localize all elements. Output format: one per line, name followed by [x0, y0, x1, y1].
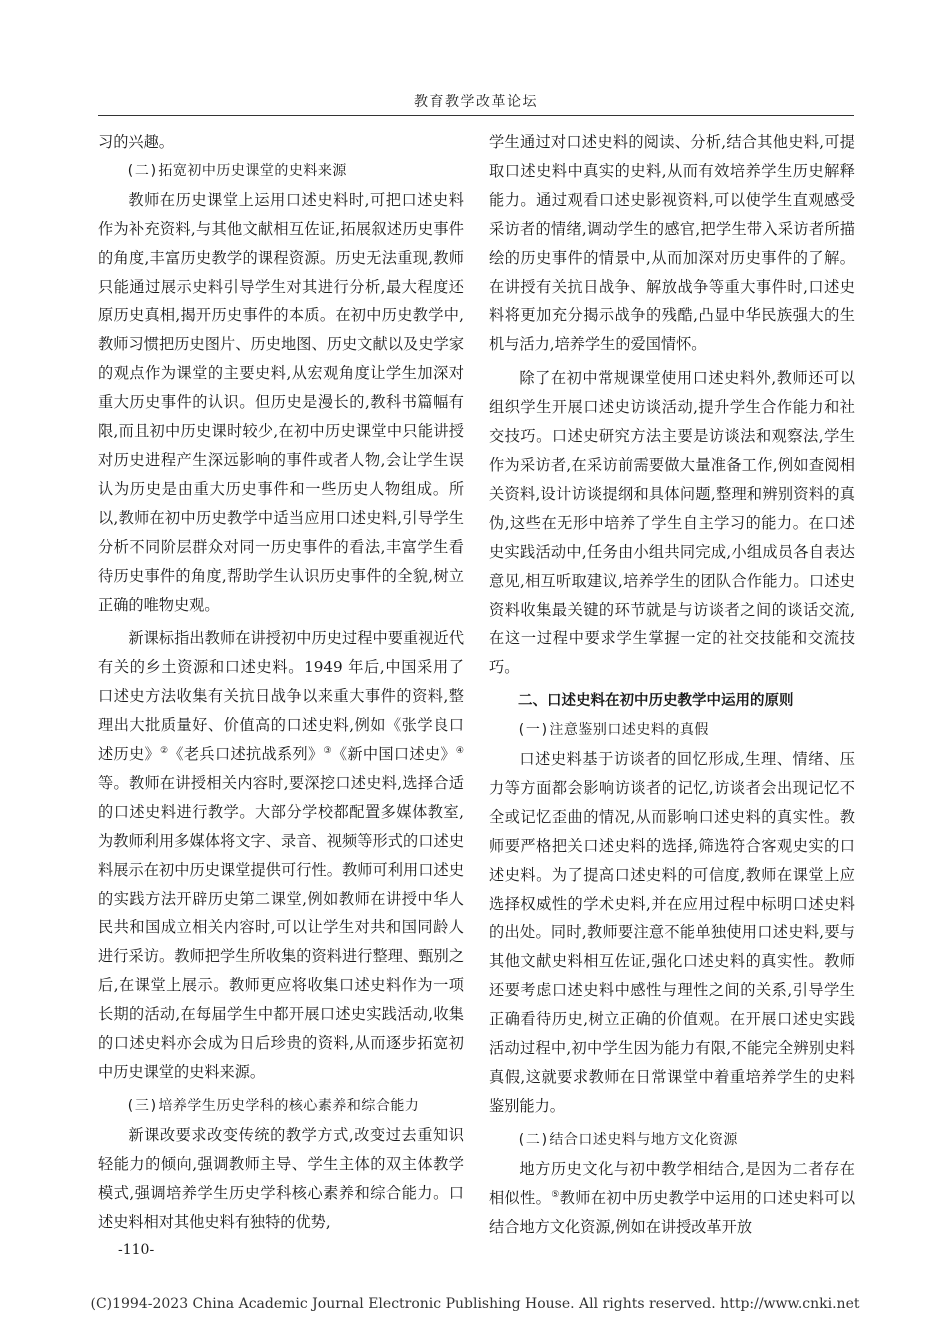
paragraph-text: 等。教师在讲授相关内容时,要深挖口述史料,选择合适的口述史料进行教学。大部分学校都配置多媒体教室,为教师利用多媒体将文字、录音、视频等形式的口述史料展示在初中历史课堂提供可行性。教师可利用口述史的实践方法开辟历史第二课堂,例如教师在讲授中华人民共和国成立相关内容时,可以让学生对共和国同龄人进行采访。教师把学生所收集的资料进行整理、甄别之后,在课堂上展示。教师更应将收集口述史料作为一项长期的活动,在每届学生中都开展口述史实践活动,收集的口述史料亦会成为日后珍贵的资料,从而逐步拓宽初中历史课堂的史料来源。 — [98, 773, 464, 1081]
body-paragraph — [489, 1155, 855, 1242]
body-paragraph: 口述史料基于访谈者的回忆形成,生理、情绪、压力等方面都会影响访谈者的记忆,访谈者会出现记忆不全或记忆歪曲的情况,从而影响口述史料的真实性。教师要严格把关口述史料的选择,筛选符合客观史实的口述史料。为了提高口述史料的可信度,教师在课堂上应选择权威性的学术史料,并在应用过程中标明口述史料的出处。同时,教师要注意不能单独使用口述史料,要与其他文献史料相互佐证,强化口述史料的真实性。教师还要考虑口述史料中感性与理性之间的关系,引导学生正确看待历史,树立正确的价值观。在开展口述史实践活动过程中,初中学生因为能力有限,不能完全辨别史料真假,这就要求教师在日常课堂中着重培养学生的史料鉴别能力。 — [489, 750, 855, 1115]
paragraph-text: 《新中国口述史》 — [331, 745, 456, 764]
body-paragraph: 教师在历史课堂上运用口述史料时,可把口述史料作为补充资料,与其他文献相互佐证,拓展叙述历史事件的角度,丰富历史教学的课程资源。历史无法重现,教师只能通过展示史料引导学生对其进行分析,最大程度还原历史真相,揭开历史事件的本质。在初中历史教学中,教师习惯把历史图片、历史地图、历史文献以及史学家的观点作为课堂的主要史料,从宏观角度让学生加深对重大历史事件的认识。但历史是漫长的,教科书篇幅有限,而且初中历史课时较少,在初中历史课堂中只能讲授对历史进程产生深远影响的事件或者人物,会让学生误认为历史是由重大历史事件和一些历史人物组成。所以,教师在初中历史教学中适当应用口述史料,引导学生分析不同阶层群众对同一历史事件的看法,丰富学生看待历史事件的角度,帮助学生认识历史事件的全貌,树立正确的唯物史观。 — [98, 190, 464, 614]
section-heading-principles: 二、口述史料在初中历史教学中运用的原则 — [518, 693, 794, 710]
journal-header: 教育教学改革论坛 — [414, 94, 538, 110]
continuation-paragraph: 学生通过对口述史料的阅读、分析,结合其他史料,可提取口述史料中真实的史料,从而有效培养学生历史解释能力。通过观看口述史影视资料,可以使学生直观感受采访者的情绪,调动学生的感官,把学生带入采访者所描绘的历史事件的情景中,从而加深对历史事件的了解。在讲授有关抗日战争、解放战争等重大事件时,口述史料将更加充分揭示战争的残酷,凸显中华民族强大的生机与活力,培养学生的爱国情怀。 — [489, 133, 855, 354]
subheading-broaden-sources: (二)拓宽初中历史课堂的史料来源 — [126, 162, 347, 179]
body-paragraph — [98, 624, 464, 1087]
paragraph-text: 新课标指出教师在讲授初中历史过程中要重视近代有关的乡土资源和口述史料。1949 年后,中国采用了口述史方法收集有关抗日战争以来重大事件的资料,整理出大批质量好、价值高的口述史料,例如《张学良口述历史》 — [98, 629, 464, 764]
body-paragraph: 新课改要求改变传统的教学方式,改变过去重知识轻能力的倾向,强调教师主导、学生主体的双主体教学模式,强调培养学生历史学科核心素养和综合能力。口述史料相对其他史料有独特的优势, — [98, 1125, 464, 1231]
footnote-marker: ④ — [455, 745, 464, 756]
footnote-marker: ⑤ — [551, 1189, 560, 1200]
header-rule — [98, 115, 854, 116]
subheading-local-culture: (二)结合口述史料与地方文化资源 — [517, 1131, 738, 1148]
copyright-footer: (C)1994-2023 China Academic Journal Electronic Publishing House. All rights reserved. http://www.cnki.net — [90, 1296, 860, 1312]
paragraph-text: 地方历史文化与初中教学相结合,是因为二者存在相似性。 — [489, 1159, 855, 1207]
page-number: -110- — [118, 1242, 155, 1258]
footnote-marker: ② — [160, 745, 169, 756]
left-column — [98, 128, 464, 1236]
paragraph-text: 教师在初中历史教学中运用的口述史料可以结合地方文化资源,例如在讲授改革开放 — [489, 1188, 856, 1236]
right-column — [489, 128, 855, 1241]
body-paragraph: 除了在初中常规课堂使用口述史料外,教师还可以组织学生开展口述史访谈活动,提升学生合作能力和社交技巧。口述史研究方法主要是访谈法和观察法,学生作为采访者,在采访前需要做大量准备工作,例如查阅相关资料,设计访谈提纲和具体问题,整理和辨别资料的真伪,这些在无形中培养了学生自主学习的能力。在口述史实践活动中,任务由小组共同完成,小组成员各自表达意见,相互听取建议,培养学生的团队合作能力。口述史资料收集最关键的环节就是与访谈者之间的谈话交流,在这一过程中要求学生掌握一定的社交技能和交流技巧。 — [489, 369, 855, 677]
subheading-core-literacy: (三)培养学生历史学科的核心素养和综合能力 — [126, 1097, 420, 1114]
subheading-authenticity: (一)注意鉴别口述史料的真假 — [517, 722, 709, 739]
footnote-marker: ③ — [323, 745, 332, 756]
continuation-paragraph: 习的兴趣。 — [98, 133, 174, 151]
paragraph-text: 《老兵口述抗战系列》 — [168, 745, 324, 764]
